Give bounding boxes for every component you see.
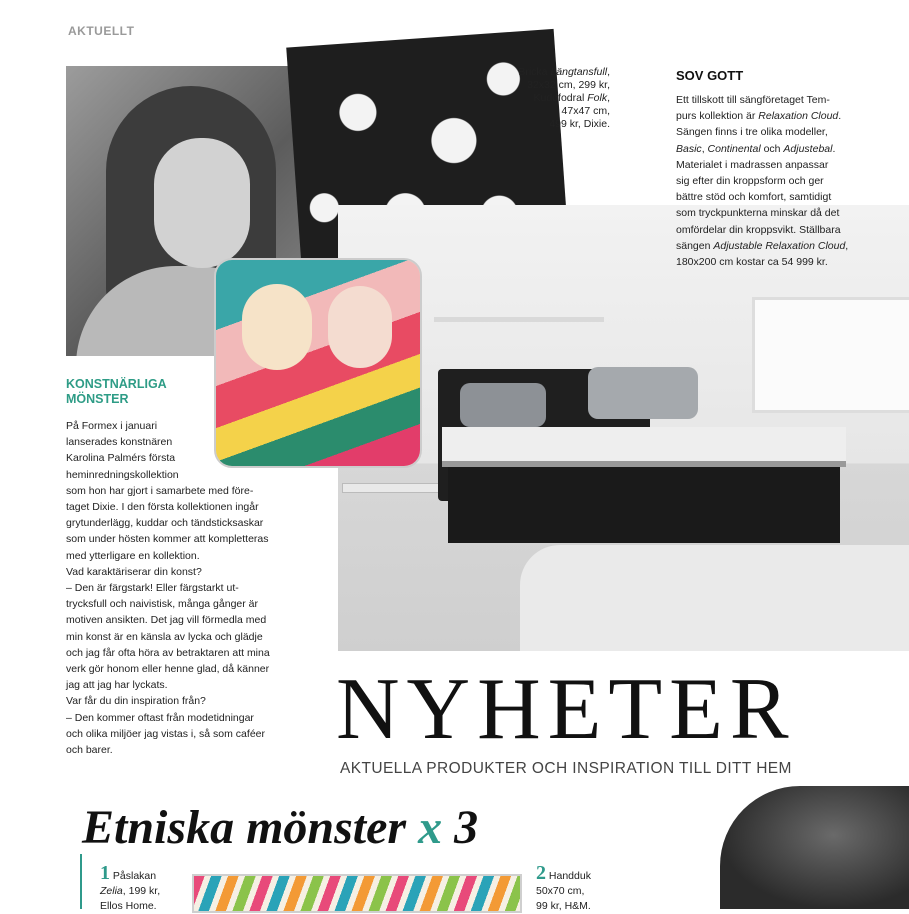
product-photo (720, 786, 909, 909)
etniska-heading: Etniska mönster x 3 (82, 801, 479, 854)
product-caption-1: 1 Påslakan Zelia, 199 kr, Ellos Home. (100, 862, 161, 912)
article-line: Var får du din inspiration från? (66, 695, 206, 708)
article-line: jag att jag har lyckats. (66, 679, 168, 692)
sov-gott-heading: SOV GOTT (676, 68, 744, 83)
sov-gott-text: Ett tillskott till sängföretaget Tem- purs kollektion är Relaxation Cloud. Sängen finns i tre olika modeller, Basic, Continental och Adjustebal. Materialet i madrassen anpassar sig efter din kroppsform och ger bättre stöd och komfort, samtidigt som tryckpunkterna minskar då det omfördelar din kroppsvikt. Ställbara sängen Adjustable Relaxation Cloud, 180x200 cm kostar ca 54 999 kr. (676, 94, 849, 269)
article-line: – Den kommer oftast från modetidningar (66, 711, 254, 724)
product-caption: Bricka Längtansfull, 32x32 cm, 299 kr, Kuddfodral Folk, 47x47 cm, 499 kr, Dixie. (518, 66, 610, 130)
bedroom-photo (338, 205, 909, 651)
article-heading: KONSTNÄRLIGA MÖNSTER (66, 377, 167, 406)
article-line: På Formex i januari (66, 420, 158, 432)
article-line: och jag får ofta höra av betraktaren att mina (66, 646, 270, 659)
article-line: lanserades konstnären (66, 436, 173, 449)
bedding-photo (192, 874, 522, 913)
divider (80, 854, 82, 909)
article-line: Karolina Palmérs första (66, 452, 176, 465)
article-line: med ytterligare en kollektion. (66, 549, 200, 562)
section-tag: AKTUELLT (68, 24, 135, 38)
article-line: som hon har gjort i samarbete med före- (66, 484, 254, 497)
article-line: – Den är färgstark! Eller färgstarkt ut- (66, 582, 239, 595)
article-line: grytunderlägg, kuddar och tändsticksaskar (66, 517, 264, 530)
article-line: trycksfull och naivistisk, många gånger är (66, 598, 258, 611)
article-line: taget Dixie. I den första kollektionen ingår (66, 501, 259, 514)
article-line: motiven ansikten. Det jag vill förmedla med (66, 614, 267, 627)
masthead-subtitle: AKTUELLA PRODUKTER OCH INSPIRATION TILL DITT HEM (340, 760, 792, 777)
article-line: Vad karaktäriserar din konst? (66, 565, 202, 578)
article-line: heminredningskollektion (66, 468, 179, 481)
article-line: verk gör honom eller henne glad, då känner (66, 663, 270, 676)
article-line: och barer. (66, 744, 113, 757)
article-body (66, 418, 336, 758)
article-line: som under hösten kommer att kompletteras (66, 533, 269, 546)
article-line: och olika miljöer jag vistas i, så som caféer (66, 727, 265, 740)
product-caption-2: 2 Handduk 50x70 cm, 99 kr, H&M. (536, 862, 591, 912)
article-line: min konst är en känsla av lycka och glädje (66, 630, 263, 643)
masthead-title: NYHETER (336, 661, 796, 758)
